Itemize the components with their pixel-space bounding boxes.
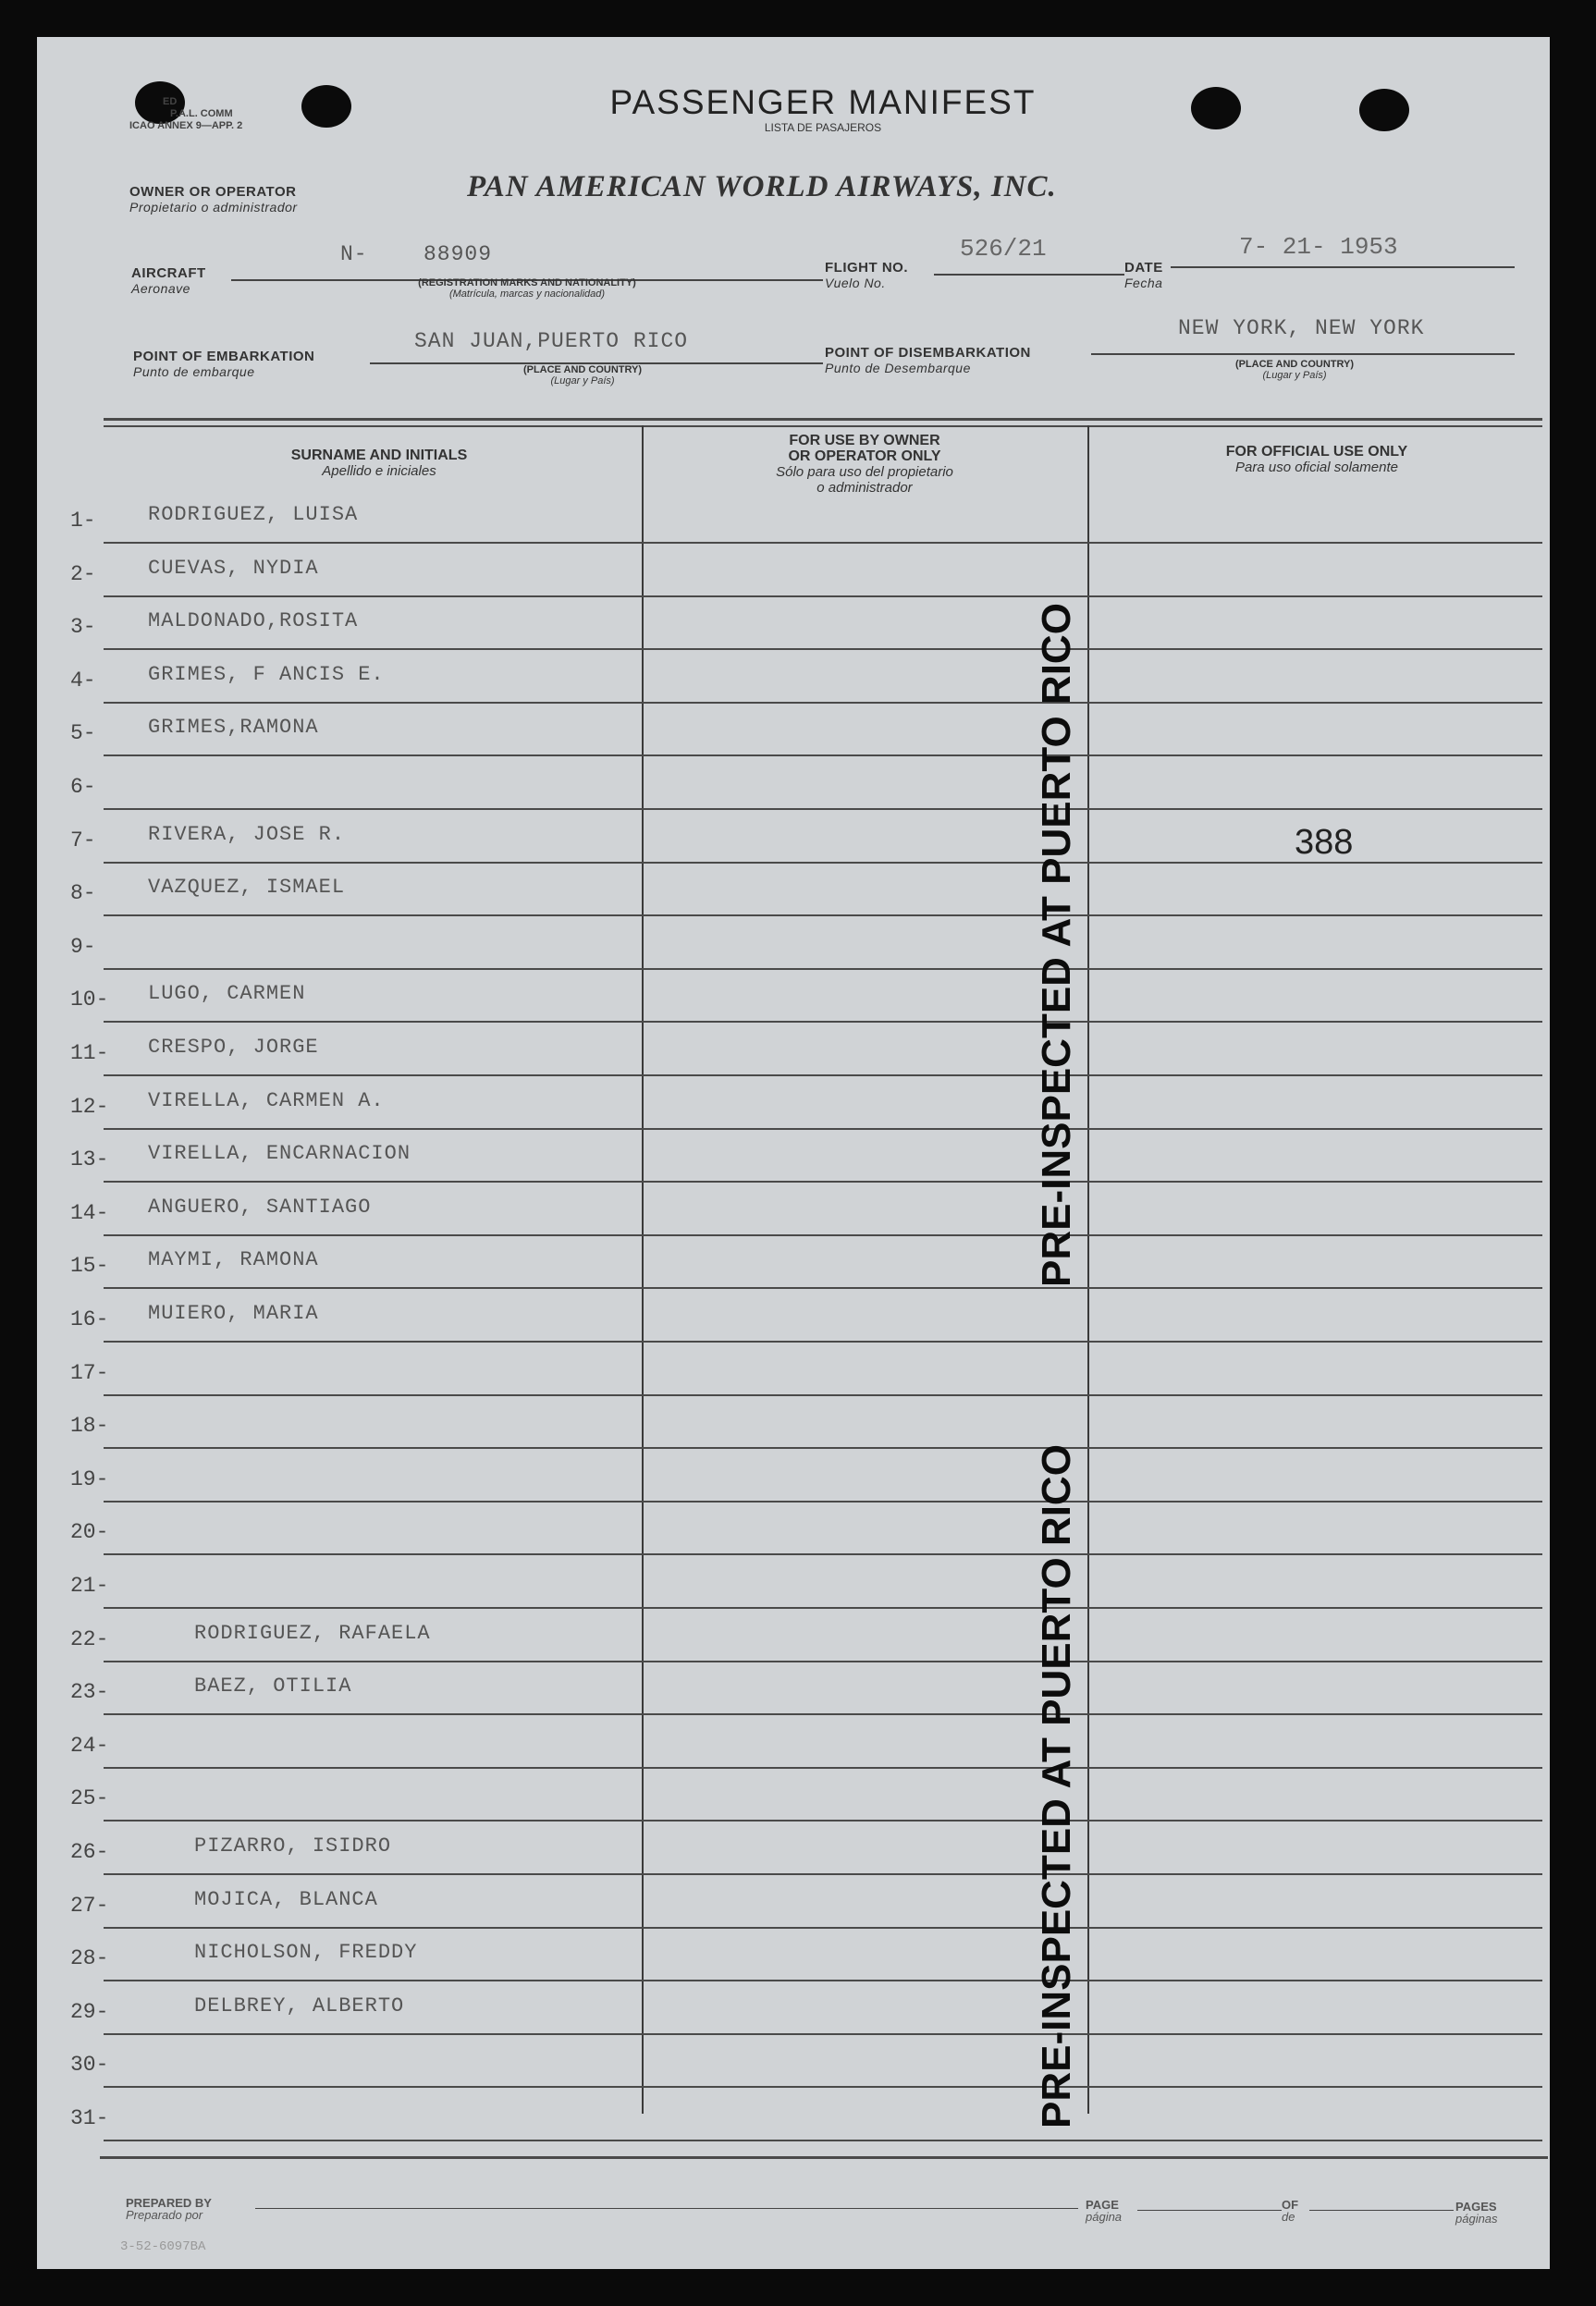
- owner-label: OWNER OR OPERATOR Propietario o administrador: [129, 184, 298, 215]
- row-rule: [104, 1873, 1542, 1875]
- approval-block: [129, 96, 243, 132]
- passenger-name: GRIMES,RAMONA: [148, 716, 319, 740]
- approval-line: ED: [163, 96, 178, 107]
- row-rule: [104, 1234, 1542, 1236]
- row-rule: [104, 1394, 1542, 1396]
- passenger-name: VIRELLA, CARMEN A.: [148, 1088, 385, 1112]
- passenger-name: NICHOLSON, FREDDY: [194, 1941, 418, 1965]
- row-number: 17-: [70, 1360, 109, 1385]
- aircraft-value: 88909: [424, 242, 493, 266]
- passenger-name: RODRIGUEZ, RAFAELA: [194, 1621, 431, 1645]
- of-label-es: de: [1282, 2210, 1295, 2224]
- date-underline: [1171, 266, 1515, 268]
- row-number: 20-: [70, 1520, 109, 1545]
- disembarkation-sub-label: (PLACE AND COUNTRY) (Lugar y País): [1202, 359, 1387, 381]
- row-rule: [104, 1074, 1542, 1076]
- flight-value: 526/21: [960, 235, 1047, 263]
- page-underline: [1137, 2210, 1282, 2211]
- row-rule: [104, 595, 1542, 597]
- row-number: 24-: [70, 1733, 109, 1758]
- column-divider: [1087, 425, 1089, 2114]
- date-label: DATE Fecha: [1124, 260, 1163, 290]
- embarkation-label: POINT OF EMBARKATION Punto de embarque: [133, 349, 315, 379]
- row-number: 1-: [70, 509, 96, 533]
- row-number: 23-: [70, 1680, 109, 1705]
- row-number: 27-: [70, 1893, 109, 1918]
- embarkation-label-es: Punto de embarque: [133, 364, 255, 379]
- row-number: 21-: [70, 1574, 109, 1598]
- row-number: 2-: [70, 561, 96, 586]
- disembarkation-sub-label-es: (Lugar y País): [1262, 370, 1327, 381]
- prepared-by: PREPARED BY Preparado por: [126, 2196, 212, 2222]
- row-rule: [104, 542, 1542, 544]
- row-number: 16-: [70, 1307, 109, 1331]
- passenger-name: MALDONADO,ROSITA: [148, 609, 359, 633]
- disembarkation-underline: [1091, 353, 1515, 355]
- row-number: 15-: [70, 1254, 109, 1279]
- row-rule: [104, 1607, 1542, 1609]
- row-rule: [104, 1713, 1542, 1715]
- row-number: 26-: [70, 1840, 109, 1864]
- row-rule: [104, 968, 1542, 970]
- row-rule: [104, 1661, 1542, 1662]
- disembarkation-label: POINT OF DISEMBARKATION Punto de Desembarque: [825, 345, 1031, 375]
- approval-line: ICAO ANNEX 9—APP. 2: [129, 120, 243, 131]
- disembarkation-label-es: Punto de Desembarque: [825, 361, 971, 375]
- row-number: 28-: [70, 1946, 109, 1971]
- row-rule: [104, 1501, 1542, 1503]
- punch-hole: [1191, 87, 1241, 129]
- column-header-surname-es: Apellido e iniciales: [322, 463, 436, 479]
- column-header-surname: SURNAME AND INITIALS Apellido e iniciales: [129, 448, 629, 479]
- flight-underline: [934, 274, 1124, 276]
- passenger-name: BAEZ, OTILIA: [194, 1674, 352, 1699]
- passenger-name: MUIERO, MARIA: [148, 1302, 319, 1325]
- passenger-name: MAYMI, RAMONA: [148, 1248, 319, 1272]
- row-number: 8-: [70, 881, 96, 906]
- owner-label-es: Propietario o administrador: [129, 200, 298, 215]
- date-value: 7- 21- 1953: [1239, 233, 1398, 261]
- row-rule: [104, 702, 1542, 704]
- of-label: OF de: [1282, 2198, 1299, 2224]
- passenger-name: CRESPO, JORGE: [148, 1036, 319, 1059]
- page-title: PASSENGER MANIFEST: [609, 83, 1037, 121]
- row-number: 22-: [70, 1626, 109, 1651]
- passenger-name: PIZARRO, ISIDRO: [194, 1834, 392, 1858]
- passenger-name: VIRELLA, ENCARNACION: [148, 1142, 411, 1166]
- owner-value: PAN AMERICAN WORLD AIRWAYS, INC.: [467, 170, 1057, 203]
- column-divider: [642, 425, 644, 2114]
- punch-hole: [1359, 89, 1409, 131]
- aircraft-prefix: N-: [340, 242, 368, 266]
- punch-hole: [301, 85, 351, 128]
- row-rule: [104, 1553, 1542, 1555]
- row-number: 29-: [70, 1999, 109, 2024]
- row-number: 25-: [70, 1786, 109, 1811]
- prepared-by-es: Preparado por: [126, 2208, 203, 2222]
- pre-inspected-stamp: PRE-INSPECTED AT PUERTO RICO: [1034, 603, 1079, 1287]
- passenger-name: VAZQUEZ, ISMAEL: [148, 876, 346, 900]
- page-subtitle: LISTA DE PASAJEROS: [764, 121, 882, 134]
- approval-line: P.A.L. COMM: [170, 108, 233, 119]
- row-rule: [104, 1021, 1542, 1023]
- passenger-name: MOJICA, BLANCA: [194, 1887, 378, 1911]
- embarkation-value: SAN JUAN,PUERTO RICO: [414, 329, 689, 353]
- row-rule: [104, 1181, 1542, 1183]
- prepared-by-underline: [255, 2208, 1078, 2209]
- row-number: 30-: [70, 2053, 109, 2078]
- passenger-name: CUEVAS, NYDIA: [148, 556, 319, 580]
- passenger-name: DELBREY, ALBERTO: [194, 1993, 405, 2018]
- column-header-owner: FOR USE BY OWNER OR OPERATOR ONLY Sólo para uso del propietario o administrador: [647, 433, 1082, 496]
- of-underline: [1309, 2210, 1454, 2211]
- embarkation-sub-label-es: (Lugar y País): [550, 375, 615, 386]
- row-number: 11-: [70, 1041, 109, 1065]
- official-note: 388: [1295, 823, 1354, 862]
- row-number: 3-: [70, 615, 96, 640]
- passenger-name: ANGUERO, SANTIAGO: [148, 1195, 372, 1219]
- passenger-name: RODRIGUEZ, LUISA: [148, 503, 359, 526]
- column-header-owner-es: o administrador: [816, 480, 913, 496]
- row-number: 9-: [70, 934, 96, 959]
- row-number: 14-: [70, 1200, 109, 1225]
- passenger-name: LUGO, CARMEN: [148, 982, 306, 1006]
- aircraft-label-es: Aeronave: [131, 281, 190, 296]
- row-rule: [104, 914, 1542, 916]
- row-number: 31-: [70, 2106, 109, 2130]
- row-rule: [104, 1927, 1542, 1929]
- column-header-owner-es: Sólo para uso del propietario: [776, 464, 953, 480]
- row-rule: [104, 1447, 1542, 1449]
- row-number: 13-: [70, 1147, 109, 1172]
- flight-label: FLIGHT NO. Vuelo No.: [825, 260, 908, 290]
- table-top-rule: [104, 418, 1542, 421]
- disembarkation-value: NEW YORK, NEW YORK: [1178, 316, 1425, 340]
- table-top-rule: [104, 425, 1542, 427]
- row-number: 12-: [70, 1094, 109, 1119]
- row-number: 7-: [70, 828, 96, 852]
- page-label-es: página: [1086, 2210, 1123, 2224]
- embarkation-sub-label: (PLACE AND COUNTRY) (Lugar y País): [499, 364, 666, 386]
- row-number: 19-: [70, 1466, 109, 1491]
- row-rule: [104, 1820, 1542, 1821]
- pages-label: PAGES páginas: [1455, 2200, 1498, 2226]
- row-number: 18-: [70, 1414, 109, 1439]
- pre-inspected-stamp: PRE-INSPECTED AT PUERTO RICO: [1034, 1444, 1079, 2128]
- date-label-es: Fecha: [1124, 276, 1163, 290]
- passenger-name: RIVERA, JOSE R.: [148, 822, 346, 846]
- column-header-official: FOR OFFICIAL USE ONLY Para uso oficial solamente: [1093, 444, 1541, 475]
- row-number: 4-: [70, 668, 96, 693]
- row-rule: [104, 1128, 1542, 1130]
- pages-label-es: páginas: [1455, 2212, 1498, 2226]
- table-bottom-rule: [100, 2156, 1548, 2159]
- row-number: 5-: [70, 721, 96, 746]
- aircraft-label: AIRCRAFT Aeronave: [131, 265, 206, 296]
- aircraft-sub-label-es: (Matrícula, marcas y nacionalidad): [448, 288, 606, 300]
- row-rule: [104, 1287, 1542, 1289]
- row-rule: [104, 648, 1542, 650]
- flight-label-es: Vuelo No.: [825, 276, 886, 290]
- row-rule: [104, 1980, 1542, 1981]
- row-rule: [104, 2140, 1542, 2141]
- column-header-official-es: Para uso oficial solamente: [1235, 460, 1398, 475]
- form-code: 3-52-6097BA: [120, 2239, 206, 2254]
- row-number: 6-: [70, 775, 96, 799]
- page-label: PAGE página: [1086, 2198, 1123, 2224]
- row-number: 10-: [70, 987, 109, 1012]
- row-rule: [104, 2086, 1542, 2088]
- aircraft-sub-label: (REGISTRATION MARKS AND NATIONALITY) (Matrícula, marcas y nacionalidad): [370, 277, 684, 300]
- row-rule: [104, 754, 1542, 756]
- passenger-name: GRIMES, F ANCIS E.: [148, 662, 385, 686]
- row-rule: [104, 2033, 1542, 2035]
- row-rule: [104, 808, 1542, 810]
- row-rule: [104, 1767, 1542, 1769]
- row-rule: [104, 1341, 1542, 1343]
